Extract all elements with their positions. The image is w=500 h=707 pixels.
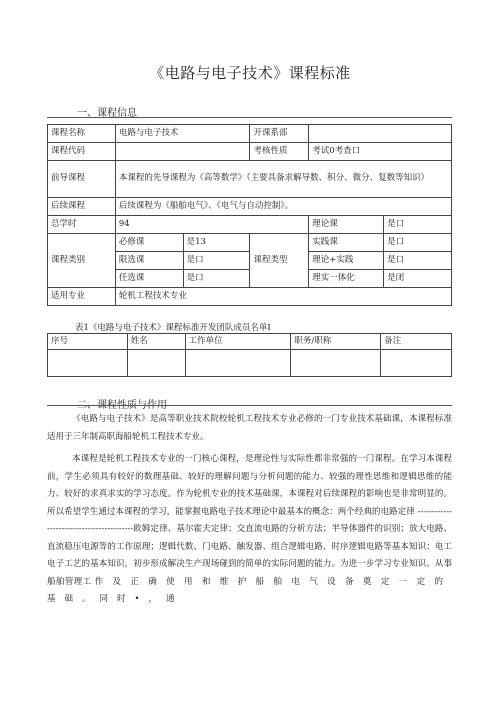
paragraph-course-nature	[47, 411, 452, 446]
table-cell	[185, 350, 291, 377]
cell-value: 是口	[384, 234, 452, 252]
table-cell	[48, 350, 128, 377]
cell-label: 实践课	[309, 234, 384, 252]
page-title: 《电路与电子技术》课程标准	[149, 64, 351, 82]
cell-label: 课程类别	[48, 234, 116, 288]
cell-value: 电路与电子技术	[115, 125, 250, 143]
section-divider	[47, 117, 452, 118]
cell-value: 后续课程为《船舶电气》、《电气与自动控制》。	[115, 198, 451, 216]
cell-value: 是13	[183, 234, 250, 252]
cell-label: 前导课程	[48, 161, 116, 198]
cell-value: 是口	[183, 252, 250, 270]
cell-label: 适用专业	[48, 288, 116, 306]
cell-value	[115, 143, 250, 161]
cell-label: 必修课	[115, 234, 183, 252]
cell-value: 是闭	[384, 270, 452, 288]
table-cell	[381, 350, 452, 377]
table-row	[48, 198, 452, 216]
table-cell	[291, 350, 381, 377]
column-header: 序号	[48, 334, 128, 350]
table-row	[48, 216, 452, 234]
cell-label: 总学时	[48, 216, 116, 234]
paragraph-last-line: 作及正确使用和维护船舶电气设备奠定一定的基础。同时•，通	[47, 576, 452, 604]
table-row	[48, 125, 452, 143]
column-header: 职务/职称	[291, 334, 381, 350]
section-heading-course-info: 一、课程信息	[77, 108, 137, 119]
column-header: 工作单位	[185, 334, 291, 350]
cell-label: 后续课程	[48, 198, 116, 216]
section-heading-course-nature: 二、课程性质与作用	[77, 400, 167, 411]
table-cell	[127, 350, 185, 377]
cell-label: 课程类型	[250, 234, 309, 288]
team-members-table	[47, 333, 452, 377]
column-header: 姓名	[127, 334, 185, 350]
cell-label: 课程代码	[48, 143, 116, 161]
column-header: 备注	[381, 334, 452, 350]
table-caption: 表1《电路与电子技术》课程标准开发团队成员名单I	[75, 323, 271, 333]
cell-value	[309, 125, 452, 143]
course-info-table	[47, 124, 452, 306]
table-header-row	[48, 334, 452, 350]
table-row	[48, 350, 452, 377]
table-row	[48, 288, 452, 306]
cell-value: 是口	[384, 252, 452, 270]
table-row	[48, 161, 452, 198]
paragraph-text: 《电路与电子技术》是高等职业技术院校轮机工程技术专业必修的一门专业技术基础课，本课程标准适用于三年制高职海船轮机工程技术专业。	[47, 414, 452, 442]
table-row	[48, 143, 452, 161]
table-row	[48, 234, 452, 252]
cell-value: 本课程的先导课程为《高等数学》（主要具备求解导数、积分、微分、复数等知识）	[115, 161, 451, 198]
paragraph-text: 本课程是轮机工程技术专业的一门核心课程，是理论性与实际性都非常强的一门课程。在学习本课程前，学生必须具有较好的数理基础、较好的理解问题与分析问题的能力、较强的理性思维和逻辑思维的能力、较好的求真求实的学习态度。作为轮机专业的技术基础课，本课程对后续课程的影响也是非常明显的。所以希望学生通过本课程的学习，能掌握电路电子技术理论中最基本的概念：两个经典的电路定律 ------------------------------------------欧姆定律、基尔霍夫定律；交直流电路的分析方法；半导体器件的识别；放大电路、直流稳压电源等的工作原理；逻辑代数、门电路、触发器、组合逻辑电路、时序逻辑电路等基本知识；电工电子工艺的基本知识，初步形成解决生产现场碰到的简单的实际问题的能力。为进一步学习专业知识、从事船舶管理工	[47, 454, 452, 587]
cell-label: 理论+实践	[309, 252, 384, 270]
cell-label: 开课系部	[250, 125, 309, 143]
cell-value: 94	[115, 216, 308, 234]
cell-value: 考试0考查口	[309, 143, 452, 161]
section-divider	[47, 405, 452, 406]
cell-value: 是口	[183, 270, 250, 288]
cell-label: 考核性质	[250, 143, 309, 161]
cell-label: 限选课	[115, 252, 183, 270]
cell-value: 是口	[384, 216, 452, 234]
cell-label: 任选课	[115, 270, 183, 288]
cell-label: 课程名称	[48, 125, 116, 143]
cell-label: 理论课	[309, 216, 384, 234]
cell-label: 理实一体化	[309, 270, 384, 288]
paragraph-course-role	[47, 451, 452, 609]
cell-value: 轮机工程技术专业	[115, 288, 451, 306]
